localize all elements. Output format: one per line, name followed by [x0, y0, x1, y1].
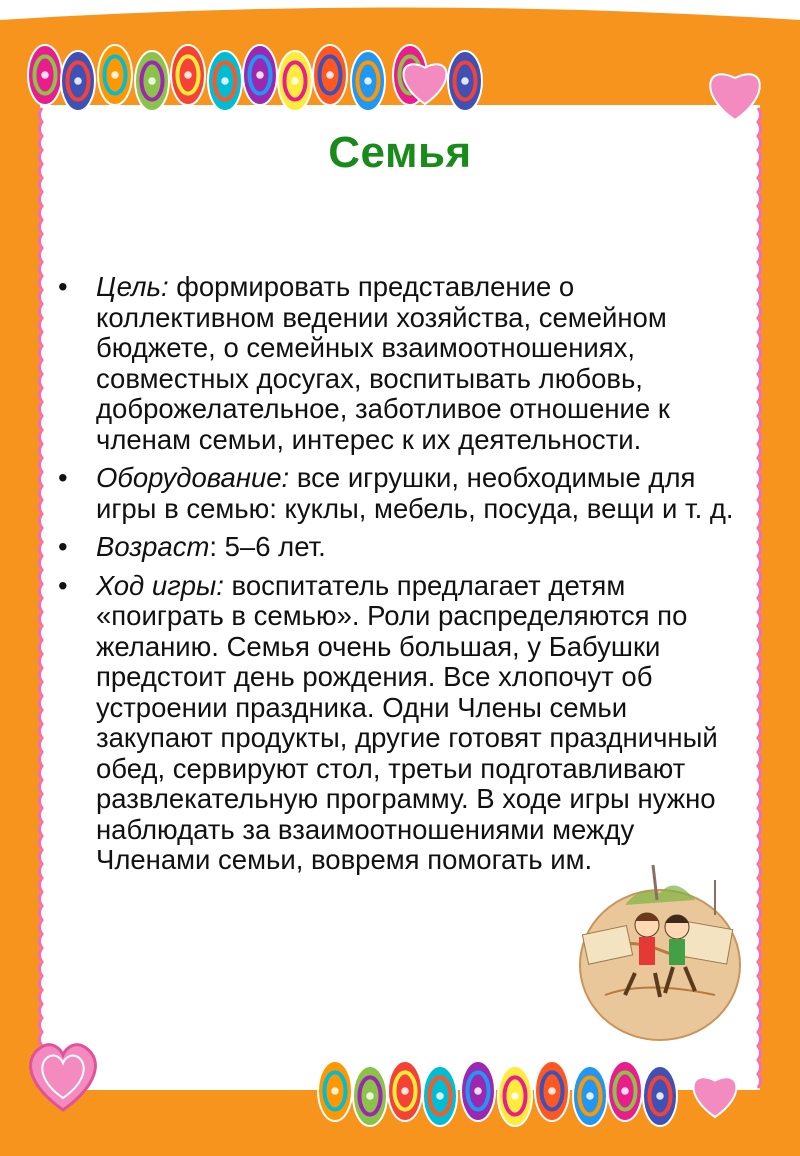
list-item [58, 571, 748, 876]
item-lead: Ход игры: [96, 569, 224, 601]
heart-icon [18, 1030, 108, 1120]
item-lead: Цель: [96, 271, 169, 302]
bullet: • [58, 271, 68, 302]
list-item [58, 463, 748, 524]
item-text: формировать представление о коллективном ведении хозяйства, семейном бюджете, о семейных взаимоотношениях, совместных досугах, воспитывать любовь, доброжелательное, заботливое отношение к членам семьи, интерес к их деятельности. [96, 271, 670, 455]
item-list [58, 272, 748, 876]
bullet: • [58, 462, 68, 493]
bullet: • [58, 531, 68, 562]
item-text: воспитатель предлагает детям «поиграть в семью». Роли распределяются по желанию. Семья очень большая, у Бабушки предстоит день рождения. Все хлопочут об устроении праздника. Одни Члены семьи закупают продукты, другие готовят праздничный обед, сервируют стол, третьи подготавливают развлекательную программу. В ходе игры нужно наблюдать за взаимоотношениями между Членами семьи, вовремя помогать им. [96, 569, 718, 875]
page-title: Семья [328, 128, 472, 177]
bottom-eggs-row-icon [0, 1036, 800, 1156]
content-area [58, 272, 748, 884]
item-lead: Оборудование: [96, 462, 290, 493]
item-text: : 5–6 лет. [209, 531, 326, 562]
list-item [58, 532, 748, 563]
bullet: • [58, 569, 68, 601]
item-text: все игрушки, необходимые для игры в семью: куклы, мебель, посуда, вещи и т. д. [96, 462, 734, 524]
list-item [58, 272, 748, 455]
item-lead: Возраст [96, 531, 210, 562]
